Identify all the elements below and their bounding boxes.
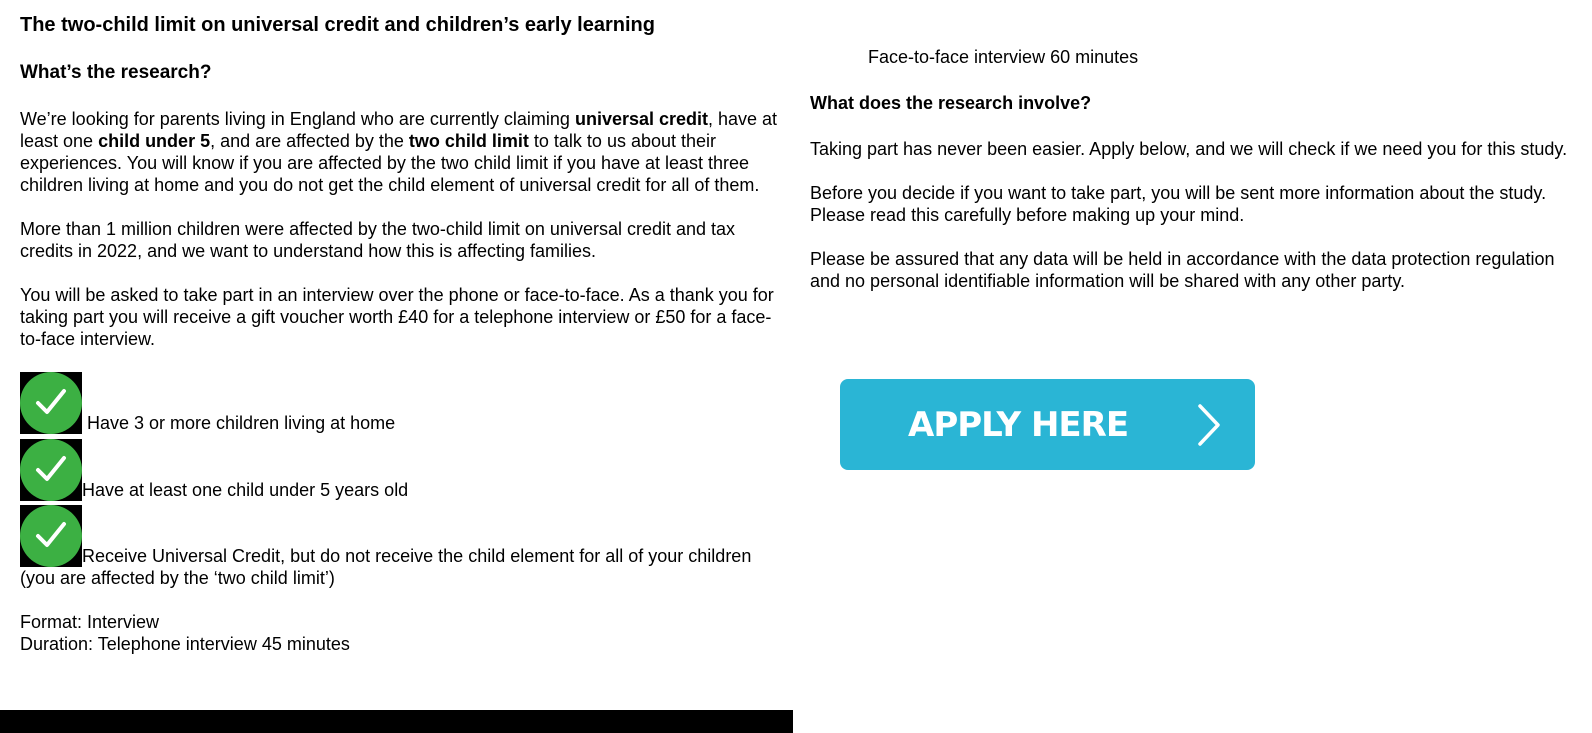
check-icon (20, 372, 82, 434)
involve-paragraph-1: Taking part has never been easier. Apply below, and we will check if we need you for this study. (810, 139, 1568, 159)
million-children-paragraph: More than 1 million children were affected by the two-child limit on universal credit and tax credits in 2022, and we want to understand how this is affecting families. (20, 219, 736, 261)
criterion-label: Have at least one child under 5 years old (82, 480, 409, 500)
intro-text-1: We’re looking for parents living in England who are currently claiming (20, 109, 575, 129)
intro-bold-two-child-limit: two child limit (408, 131, 529, 151)
check-circle (20, 505, 82, 567)
check-icon (20, 505, 82, 567)
research-heading: What’s the research? (20, 62, 212, 83)
criterion-label: Have 3 or more children living at home (82, 413, 396, 433)
format-line: Format: Interview (20, 612, 160, 632)
criterion-item (20, 505, 780, 589)
involve-heading: What does the research involve? (810, 93, 1092, 113)
intro-bold-child-under-5: child under 5 (98, 131, 211, 151)
duration-face-to-face: Face-to-face interview 60 minutes (868, 47, 1139, 67)
criterion-item (20, 372, 780, 434)
intro-paragraph (20, 108, 780, 196)
involve-paragraph-2: Before you decide if you want to take part, you will be sent more information about the study. Please read this carefully before making up your mind. (810, 183, 1547, 225)
apply-button-label: APPLY HERE (908, 405, 1129, 445)
criterion-label: Receive Universal Credit, but do not receive the child element for all of your children (you are affected by the ‘two child limit’) (20, 546, 752, 588)
eligibility-criteria (20, 372, 780, 589)
duration-line: Duration: Telephone interview 45 minutes (20, 634, 350, 654)
check-icon (20, 439, 82, 501)
left-column (20, 12, 780, 655)
footer-bar (0, 710, 793, 733)
interview-paragraph: You will be asked to take part in an interview over the phone or face-to-face. As a thank you for taking part you will receive a gift voucher worth £40 for a telephone interview or £50 for a face-to-face interview. (20, 285, 774, 349)
intro-bold-universal-credit: universal credit (574, 109, 709, 129)
intro-text-3: , and are affected by the (210, 131, 409, 151)
criterion-item (20, 439, 780, 501)
intro-text-2: , have at least one (20, 109, 778, 151)
intro-text-4: to talk to us about their experiences. You will know if you are affected by the two child limit if you have at least three children living at home and you do not get the child element of universal credit for all of them. (20, 131, 760, 195)
check-circle (20, 372, 82, 434)
study-meta (20, 611, 780, 655)
page-title: The two-child limit on universal credit and children’s early learning (20, 14, 655, 36)
involve-paragraph-3: Please be assured that any data will be held in accordance with the data protection regulation and no personal identifiable information will be shared with any other party. (810, 249, 1555, 291)
right-column (810, 46, 1570, 314)
chevron-right-icon (1196, 403, 1222, 452)
apply-here-button[interactable] (840, 379, 1255, 470)
check-circle (20, 439, 82, 501)
